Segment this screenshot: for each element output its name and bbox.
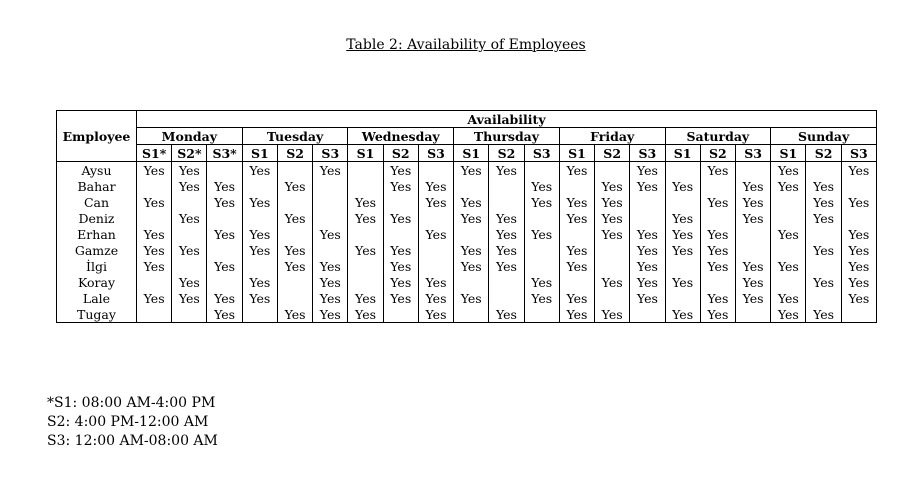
employee-name: Aysu <box>57 162 137 179</box>
availability-cell: Yes <box>172 162 207 179</box>
availability-cell: Yes <box>313 162 348 179</box>
availability-cell <box>841 306 876 323</box>
shift-header: S1* <box>137 145 172 162</box>
availability-cell: Yes <box>277 306 312 323</box>
shift-header: S3* <box>207 145 242 162</box>
availability-cell: Yes <box>489 306 524 323</box>
availability-cell: Yes <box>383 258 418 274</box>
availability-cell: Yes <box>595 194 630 210</box>
availability-cell <box>207 242 242 258</box>
shift-header: S1 <box>665 145 700 162</box>
availability-cell <box>489 178 524 194</box>
availability-cell <box>771 210 806 226</box>
availability-cell <box>172 306 207 323</box>
availability-cell <box>595 242 630 258</box>
day-header: Monday <box>137 128 243 145</box>
availability-cell <box>524 162 559 179</box>
availability-cell: Yes <box>454 242 489 258</box>
availability-cell: Yes <box>242 226 277 242</box>
availability-cell <box>524 242 559 258</box>
availability-cell <box>137 210 172 226</box>
availability-cell: Yes <box>172 210 207 226</box>
availability-cell <box>841 210 876 226</box>
availability-cell <box>595 162 630 179</box>
availability-cell <box>489 274 524 290</box>
availability-cell <box>841 178 876 194</box>
availability-cell: Yes <box>348 194 383 210</box>
availability-cell: Yes <box>630 226 665 242</box>
employee-name: Deniz <box>57 210 137 226</box>
availability-cell <box>242 306 277 323</box>
shift-header: S3 <box>735 145 770 162</box>
shift-header: S1 <box>559 145 594 162</box>
availability-cell: Yes <box>348 290 383 306</box>
legend-s1: *S1: 08:00 AM-4:00 PM <box>47 395 216 411</box>
day-header: Wednesday <box>348 128 454 145</box>
availability-cell: Yes <box>595 226 630 242</box>
availability-cell: Yes <box>454 162 489 179</box>
availability-cell <box>242 258 277 274</box>
availability-cell: Yes <box>454 210 489 226</box>
availability-cell: Yes <box>630 178 665 194</box>
availability-cell <box>172 226 207 242</box>
availability-cell <box>630 210 665 226</box>
employee-name: Lale <box>57 290 137 306</box>
availability-cell: Yes <box>524 194 559 210</box>
shift-header: S3 <box>313 145 348 162</box>
availability-cell: Yes <box>524 290 559 306</box>
availability-cell: Yes <box>771 306 806 323</box>
availability-cell <box>137 306 172 323</box>
availability-cell: Yes <box>418 226 453 242</box>
availability-cell: Yes <box>700 242 735 258</box>
availability-cell: Yes <box>242 242 277 258</box>
availability-cell <box>418 162 453 179</box>
availability-cell: Yes <box>841 194 876 210</box>
availability-cell: Yes <box>313 274 348 290</box>
availability-cell: Yes <box>665 274 700 290</box>
availability-cell: Yes <box>172 178 207 194</box>
table-row <box>57 274 877 290</box>
availability-cell: Yes <box>595 210 630 226</box>
table-row <box>57 242 877 258</box>
availability-cell: Yes <box>700 258 735 274</box>
availability-cell: Yes <box>595 306 630 323</box>
availability-cell <box>207 210 242 226</box>
availability-cell: Yes <box>735 178 770 194</box>
legend-s3: S3: 12:00 AM-08:00 AM <box>47 433 218 449</box>
availability-cell: Yes <box>383 274 418 290</box>
availability-cell: Yes <box>454 290 489 306</box>
table-row <box>57 258 877 274</box>
availability-cell: Yes <box>207 194 242 210</box>
availability-cell: Yes <box>559 242 594 258</box>
employee-name: Erhan <box>57 226 137 242</box>
day-header: Thursday <box>454 128 560 145</box>
availability-cell: Yes <box>735 290 770 306</box>
availability-cell <box>418 258 453 274</box>
availability-cell: Yes <box>559 258 594 274</box>
availability-cell: Yes <box>806 210 841 226</box>
shift-header: S3 <box>841 145 876 162</box>
availability-cell: Yes <box>806 274 841 290</box>
availability-cell: Yes <box>771 290 806 306</box>
availability-cell: Yes <box>454 194 489 210</box>
availability-cell: Yes <box>841 274 876 290</box>
shift-header: S1 <box>348 145 383 162</box>
availability-cell <box>700 178 735 194</box>
shift-legend <box>47 394 218 451</box>
availability-cell: Yes <box>207 290 242 306</box>
availability-cell: Yes <box>559 194 594 210</box>
availability-cell <box>735 306 770 323</box>
availability-cell <box>172 194 207 210</box>
table-row <box>57 162 877 179</box>
availability-cell: Yes <box>665 178 700 194</box>
availability-cell: Yes <box>735 194 770 210</box>
availability-cell <box>277 290 312 306</box>
availability-cell: Yes <box>559 210 594 226</box>
availability-cell <box>559 178 594 194</box>
availability-table <box>56 110 877 323</box>
availability-cell: Yes <box>242 162 277 179</box>
availability-cell <box>665 258 700 274</box>
availability-cell: Yes <box>313 226 348 242</box>
table-caption: Table 2: Availability of Employees <box>346 37 586 53</box>
availability-cell <box>595 290 630 306</box>
availability-cell: Yes <box>700 290 735 306</box>
availability-cell <box>277 162 312 179</box>
availability-cell <box>454 274 489 290</box>
availability-cell: Yes <box>806 178 841 194</box>
availability-cell: Yes <box>207 306 242 323</box>
availability-cell <box>313 210 348 226</box>
shift-header: S2 <box>383 145 418 162</box>
availability-cell: Yes <box>595 178 630 194</box>
day-header: Friday <box>559 128 665 145</box>
day-header: Tuesday <box>242 128 348 145</box>
availability-cell <box>242 210 277 226</box>
availability-cell: Yes <box>418 274 453 290</box>
availability-cell <box>595 258 630 274</box>
availability-cell: Yes <box>771 226 806 242</box>
availability-cell: Yes <box>841 226 876 242</box>
employee-header: Employee <box>57 111 137 162</box>
availability-cell: Yes <box>277 258 312 274</box>
availability-cell <box>630 194 665 210</box>
availability-cell <box>454 226 489 242</box>
availability-cell: Yes <box>313 306 348 323</box>
availability-cell: Yes <box>630 242 665 258</box>
availability-cell <box>348 226 383 242</box>
availability-cell: Yes <box>489 210 524 226</box>
availability-cell <box>313 178 348 194</box>
availability-cell: Yes <box>383 178 418 194</box>
shift-header: S3 <box>630 145 665 162</box>
availability-cell: Yes <box>348 306 383 323</box>
day-header: Saturday <box>665 128 771 145</box>
availability-cell <box>665 162 700 179</box>
availability-cell <box>806 226 841 242</box>
availability-cell <box>137 274 172 290</box>
availability-cell: Yes <box>242 290 277 306</box>
availability-cell <box>700 274 735 290</box>
availability-cell <box>524 210 559 226</box>
availability-cell: Yes <box>700 162 735 179</box>
availability-cell: Yes <box>630 290 665 306</box>
availability-cell: Yes <box>418 178 453 194</box>
availability-cell <box>806 258 841 274</box>
availability-cell: Yes <box>806 242 841 258</box>
availability-cell: Yes <box>418 306 453 323</box>
legend-s2: S2: 4:00 PM-12:00 AM <box>47 414 209 430</box>
shift-header: S2 <box>700 145 735 162</box>
availability-cell: Yes <box>806 194 841 210</box>
availability-cell: Yes <box>172 290 207 306</box>
availability-cell: Yes <box>630 258 665 274</box>
availability-cell: Yes <box>700 306 735 323</box>
day-header: Sunday <box>771 128 877 145</box>
availability-cell: Yes <box>418 290 453 306</box>
availability-cell <box>700 210 735 226</box>
availability-cell: Yes <box>841 162 876 179</box>
availability-cell <box>489 194 524 210</box>
availability-cell: Yes <box>383 290 418 306</box>
availability-cell <box>665 194 700 210</box>
availability-cell: Yes <box>489 258 524 274</box>
availability-cell: Yes <box>207 258 242 274</box>
availability-cell: Yes <box>700 226 735 242</box>
availability-cell: Yes <box>489 242 524 258</box>
table-row <box>57 210 877 226</box>
availability-cell: Yes <box>383 210 418 226</box>
availability-cell <box>630 306 665 323</box>
availability-cell <box>771 242 806 258</box>
employee-name: İlgi <box>57 258 137 274</box>
availability-cell: Yes <box>348 210 383 226</box>
availability-cell <box>207 162 242 179</box>
availability-cell: Yes <box>277 178 312 194</box>
employee-name: Can <box>57 194 137 210</box>
availability-cell <box>735 242 770 258</box>
availability-cell <box>524 258 559 274</box>
availability-cell: Yes <box>700 194 735 210</box>
availability-cell <box>524 306 559 323</box>
availability-cell <box>277 274 312 290</box>
shift-header: S2 <box>595 145 630 162</box>
table-row <box>57 194 877 210</box>
availability-cell: Yes <box>735 210 770 226</box>
availability-cell: Yes <box>137 258 172 274</box>
availability-cell: Yes <box>137 242 172 258</box>
shift-header: S2 <box>806 145 841 162</box>
availability-cell: Yes <box>172 274 207 290</box>
shift-header: S3 <box>418 145 453 162</box>
availability-cell: Yes <box>524 226 559 242</box>
availability-cell: Yes <box>735 258 770 274</box>
availability-cell: Yes <box>806 306 841 323</box>
shift-header: S1 <box>454 145 489 162</box>
availability-cell <box>348 178 383 194</box>
availability-cell: Yes <box>559 290 594 306</box>
availability-cell: Yes <box>348 242 383 258</box>
availability-cell <box>277 194 312 210</box>
availability-cell: Yes <box>665 226 700 242</box>
availability-cell: Yes <box>383 242 418 258</box>
availability-cell <box>489 290 524 306</box>
availability-cell <box>348 274 383 290</box>
availability-cell <box>242 178 277 194</box>
availability-cell <box>418 242 453 258</box>
availability-cell <box>348 162 383 179</box>
availability-cell <box>735 226 770 242</box>
availability-cell <box>806 290 841 306</box>
availability-cell <box>207 274 242 290</box>
availability-cell: Yes <box>277 210 312 226</box>
availability-cell: Yes <box>172 242 207 258</box>
availability-header: Availability <box>137 111 877 128</box>
table-row <box>57 290 877 306</box>
availability-cell <box>383 194 418 210</box>
availability-cell: Yes <box>383 162 418 179</box>
availability-cell: Yes <box>313 258 348 274</box>
availability-cell: Yes <box>242 274 277 290</box>
availability-cell: Yes <box>137 194 172 210</box>
table-row <box>57 226 877 242</box>
availability-cell <box>454 306 489 323</box>
employee-name: Koray <box>57 274 137 290</box>
availability-cell <box>735 162 770 179</box>
availability-cell <box>172 258 207 274</box>
availability-cell <box>771 274 806 290</box>
availability-cell: Yes <box>489 162 524 179</box>
shift-header: S1 <box>242 145 277 162</box>
availability-cell <box>559 226 594 242</box>
availability-cell <box>559 274 594 290</box>
availability-cell: Yes <box>771 178 806 194</box>
availability-cell <box>806 162 841 179</box>
availability-cell: Yes <box>207 226 242 242</box>
availability-cell: Yes <box>630 162 665 179</box>
availability-cell: Yes <box>665 306 700 323</box>
availability-cell: Yes <box>735 274 770 290</box>
availability-cell <box>313 194 348 210</box>
availability-cell <box>771 194 806 210</box>
availability-cell: Yes <box>771 258 806 274</box>
availability-cell: Yes <box>595 274 630 290</box>
availability-cell: Yes <box>630 274 665 290</box>
table-row <box>57 306 877 323</box>
employee-name: Tugay <box>57 306 137 323</box>
availability-cell <box>277 226 312 242</box>
availability-cell <box>383 306 418 323</box>
availability-cell <box>348 258 383 274</box>
availability-cell <box>454 178 489 194</box>
availability-cell: Yes <box>418 194 453 210</box>
availability-cell: Yes <box>771 162 806 179</box>
availability-cell: Yes <box>665 242 700 258</box>
availability-cell: Yes <box>489 226 524 242</box>
availability-cell <box>665 290 700 306</box>
availability-cell: Yes <box>137 226 172 242</box>
employee-name: Gamze <box>57 242 137 258</box>
availability-cell: Yes <box>137 290 172 306</box>
availability-cell: Yes <box>207 178 242 194</box>
availability-cell: Yes <box>841 290 876 306</box>
availability-cell: Yes <box>841 242 876 258</box>
availability-cell: Yes <box>559 162 594 179</box>
availability-cell: Yes <box>665 210 700 226</box>
availability-cell: Yes <box>137 162 172 179</box>
employee-name: Bahar <box>57 178 137 194</box>
availability-cell <box>383 226 418 242</box>
availability-cell <box>313 242 348 258</box>
shift-header: S1 <box>771 145 806 162</box>
availability-cell: Yes <box>313 290 348 306</box>
availability-cell <box>137 178 172 194</box>
availability-cell: Yes <box>559 306 594 323</box>
availability-cell: Yes <box>524 178 559 194</box>
shift-header: S2 <box>277 145 312 162</box>
shift-header: S3 <box>524 145 559 162</box>
availability-cell: Yes <box>277 242 312 258</box>
availability-cell: Yes <box>242 194 277 210</box>
availability-cell <box>418 210 453 226</box>
availability-cell: Yes <box>841 258 876 274</box>
availability-cell: Yes <box>454 258 489 274</box>
shift-header: S2 <box>489 145 524 162</box>
table-row <box>57 178 877 194</box>
availability-cell: Yes <box>524 274 559 290</box>
shift-header: S2* <box>172 145 207 162</box>
